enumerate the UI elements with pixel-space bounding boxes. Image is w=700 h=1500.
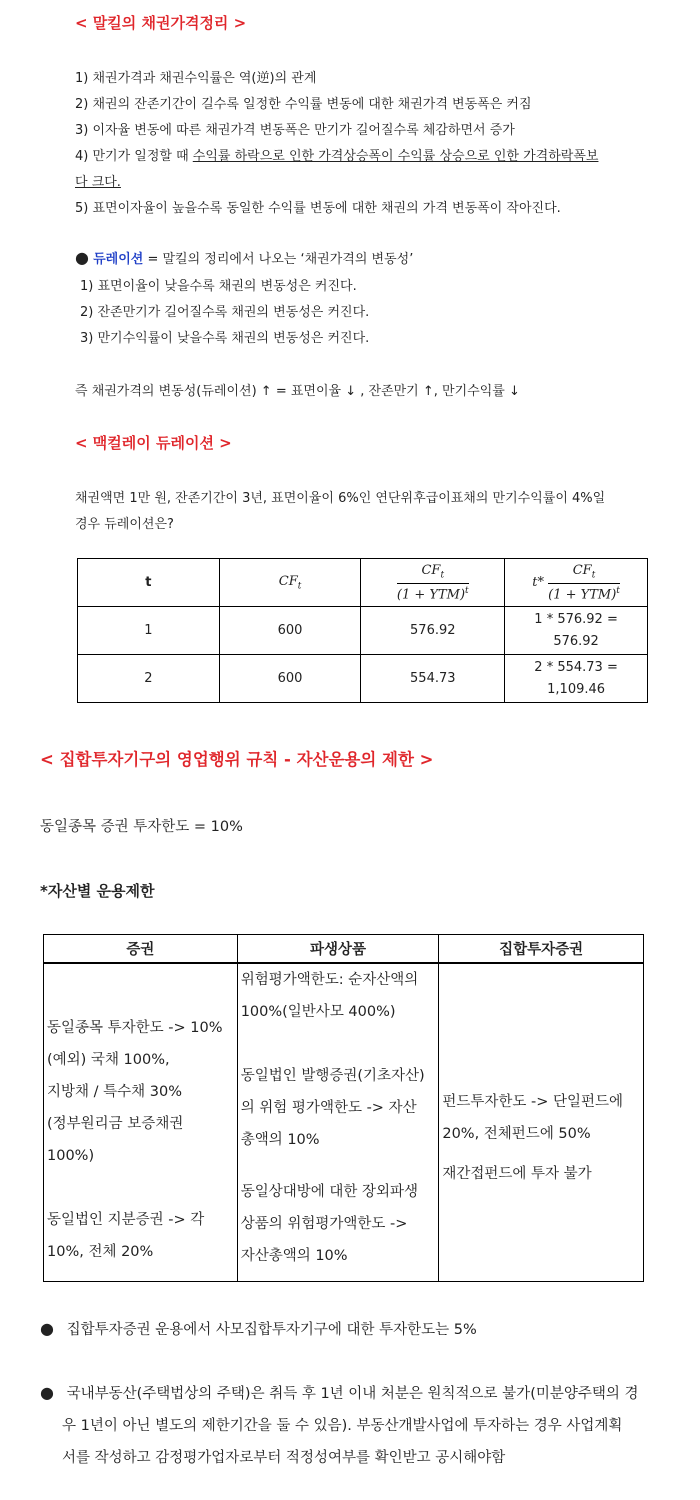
duration-definition: = 말킬의 정리에서 나오는 ‘채권가격의 변동성’ <box>143 252 414 267</box>
note-2-line1: 국내부동산(주택법상의 주택)은 취득 후 1년 이내 처분은 원칙적으로 불가(미분양주택의 경 <box>66 1386 639 1402</box>
macaulay-title: < 맥컬레이 듀레이션 > <box>75 434 232 452</box>
cell-cf: 600 <box>219 655 361 703</box>
duration-item-2: 2) 잔존만기가 길어질수록 채권의 변동성은 커진다. <box>80 305 370 320</box>
malkiel-title: < 말킬의 채권가격정리 > <box>75 14 247 32</box>
asset-limit-header-row <box>44 935 644 964</box>
cell-tpv: 1 * 576.92 = 576.92 <box>505 607 648 655</box>
malkiel-item-1: 1) 채권가격과 채권수익률은 역(逆)의 관계 <box>75 71 317 86</box>
cell-pv: 576.92 <box>361 607 505 655</box>
asset-limit-table <box>43 934 644 1282</box>
cell-t: 2 <box>78 655 220 703</box>
collective-title: < 집합투자기구의 영업행위 규칙 - 자산운용의 제한 > <box>40 750 434 769</box>
malkiel-item-4-line2: 다 크다. <box>75 175 121 190</box>
duration-table-header-row <box>78 559 648 607</box>
duration-summary: 즉 채권가격의 변동성(듀레이션) ↑ = 표면이율 ↓ , 잔존만기 ↑, 만기수익률 ↓ <box>75 384 520 399</box>
cell-pv: 554.73 <box>361 655 505 703</box>
securities-cell: 동일종목 투자한도 -> 10% (예외) 국채 100%, 지방채 / 특수채 30% (정부원리금 보증채권 100%) 동일법인 지분증권 -> 각 10%, 전체 20% <box>44 963 238 1281</box>
cell-t: 1 <box>78 607 220 655</box>
collective-limit: 동일종목 증권 투자한도 = 10% <box>40 819 243 835</box>
table-row <box>78 607 648 655</box>
fund-securities-cell: 펀드투자한도 -> 단일펀드에 20%, 전체펀드에 50% 재간접펀드에 투자 불가 <box>439 963 644 1281</box>
note-1-text: 집합투자증권 운용에서 사모집합투자기구에 대한 투자한도는 5% <box>66 1322 477 1338</box>
derivatives-cell: 위험평가액한도: 순자산액의 100%(일반사모 400%) 동일법인 발행증권(기초자산) 의 위험 평가액한도 -> 자산 총액의 10% 동일상대방에 대한 장외파생 상품의 위험평가액한도 -> 자산총액의 10% <box>237 963 439 1281</box>
header-fund-securities: 집합투자증권 <box>439 935 644 964</box>
malkiel-item-2: 2) 채권의 잔존기간이 길수록 일정한 수익률 변동에 대한 채권가격 변동폭은 커짐 <box>75 97 532 112</box>
note-2-line2: 우 1년이 아닌 별도의 제한기간을 둘 수 있음). 부동산개발사업에 투자하는 경우 사업계획 <box>62 1418 623 1434</box>
note-1 <box>40 1318 477 1339</box>
malkiel-item-5: 5) 표면이자율이 높을수록 동일한 수익률 변동에 대한 채권의 가격 변동폭이 작아진다. <box>75 201 561 216</box>
duration-item-3: 3) 만기수익률이 낮을수록 채권의 변동성은 커진다. <box>80 331 370 346</box>
duration-item-1: 1) 표면이율이 낮을수록 채권의 변동성은 커진다. <box>80 279 357 294</box>
collective-subtitle: *자산별 운용제한 <box>40 882 155 900</box>
malkiel-item-4 <box>75 145 598 164</box>
asset-limit-body-row <box>44 963 644 1281</box>
duration-term: 듀레이션 <box>93 252 144 267</box>
cell-cf: 600 <box>219 607 361 655</box>
table-row <box>78 655 648 703</box>
header-pv: $\frac{CF_t}{(1 + YTM)^t}$ <box>361 559 505 607</box>
bullet-icon: ● <box>75 248 89 267</box>
header-securities: 증권 <box>44 935 238 964</box>
note-2 <box>40 1382 639 1403</box>
header-cf: $CF_t$ <box>219 559 361 607</box>
header-tpv: t* $\frac{CF_t}{(1 + YTM)^t}$ <box>505 559 648 607</box>
bullet-icon: ● <box>40 1383 54 1402</box>
cell-tpv: 2 * 554.73 = 1,109.46 <box>505 655 648 703</box>
duration-definition-line <box>75 248 413 267</box>
note-2-line3: 서를 작성하고 감정평가업자로부터 적정성여부를 확인받고 공시해야함 <box>62 1450 506 1466</box>
bullet-icon: ● <box>40 1319 54 1338</box>
macaulay-question-line1: 채권액면 1만 원, 잔존기간이 3년, 표면이율이 6%인 연단위후급이표채의 만기수익률이 4%일 <box>75 491 606 506</box>
duration-table <box>77 558 648 703</box>
header-derivatives: 파생상품 <box>237 935 439 964</box>
header-t: t <box>78 559 220 607</box>
macaulay-question-line2: 경우 듀레이션은? <box>75 517 174 532</box>
malkiel-item-4-prefix: 4) 만기가 일정할 때 <box>75 149 193 164</box>
malkiel-item-4-underlined: 수익률 하락으로 인한 가격상승폭이 수익률 상승으로 인한 가격하락폭보 <box>192 149 599 164</box>
malkiel-item-3: 3) 이자율 변동에 따른 채권가격 변동폭은 만기가 길어질수록 체감하면서 증가 <box>75 123 515 138</box>
